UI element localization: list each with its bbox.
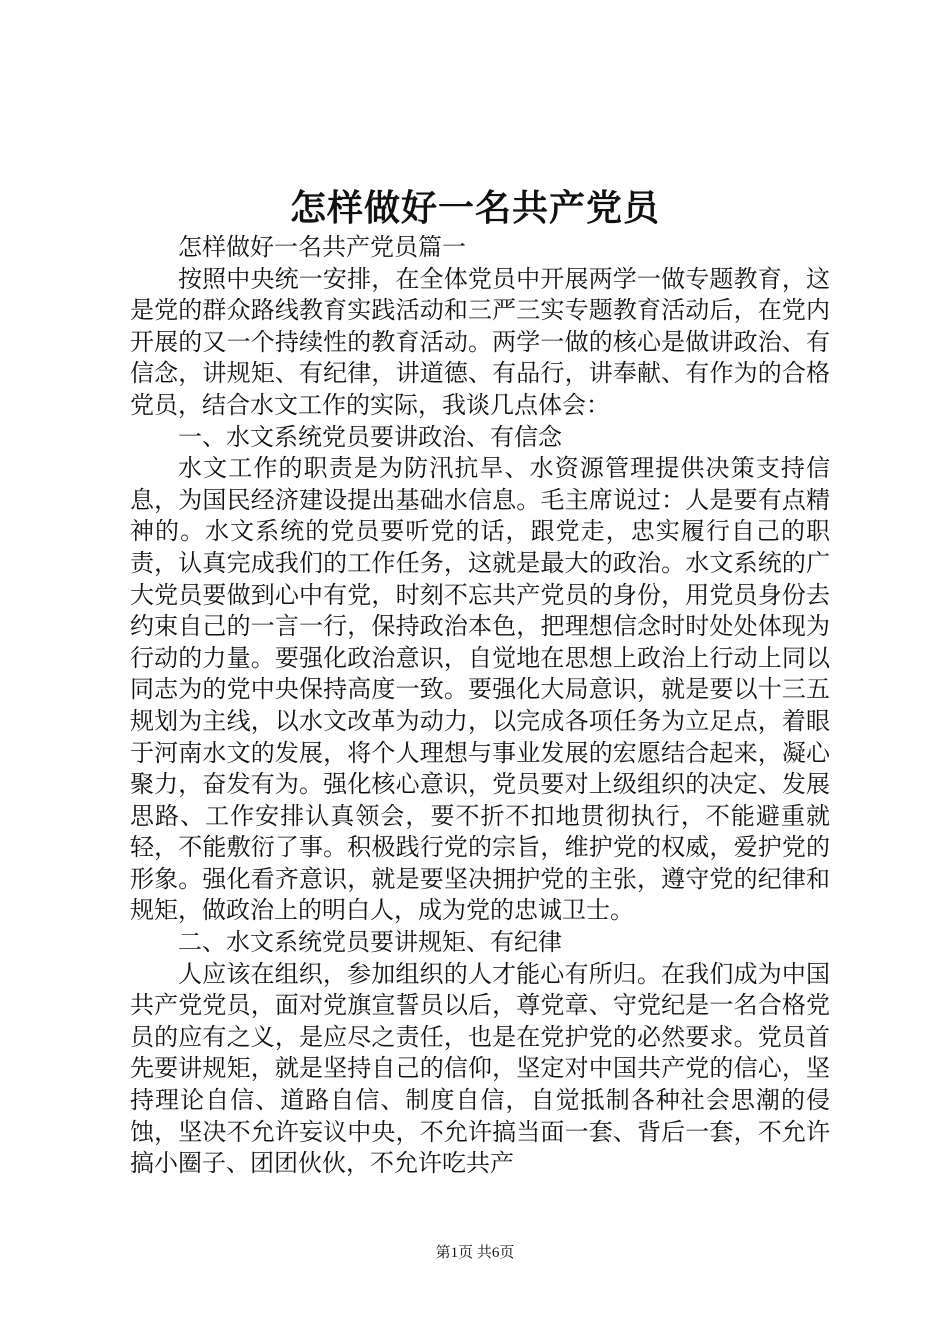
- paragraph-section-2: 人应该在组织，参加组织的人才能心有所归。在我们成为中国共产党党员，面对党旗宣誓员以后，尊党章、守党纪是一名合格党员的应有之义，是应尽之责任，也是在党护党的必然要求。党员首先要讲规矩，就是坚持自己的信仰，坚定对中国共产党的信心，坚持理论自信、道路自信、制度自信，自觉抵制各种社会思潮的侵蚀，坚决不允许妄议中央，不允许搞当面一套、背后一套，不允许搞小圈子、团团伙伙，不允许吃共产: [130, 959, 830, 1178]
- page-number-footer: 第1页 共6页: [435, 1245, 515, 1261]
- section-heading-1: 一、水文系统党员要讲政治、有信念: [178, 422, 562, 451]
- paragraph-intro: 按照中央统一安排，在全体党员中开展两学一做专题教育，这是党的群众路线教育实践活动和三严三实专题教育活动后，在党内开展的又一个持续性的教育活动。两学一做的核心是做讲政治、有信念，讲规矩、有纪律，讲道德、有品行，讲奉献、有作为的合格党员，结合水文工作的实际，我谈几点体会：: [130, 264, 830, 419]
- document-title: 怎样做好一名共产党员: [289, 187, 660, 229]
- section-heading-2: 二、水文系统党员要讲规矩、有纪律: [178, 928, 562, 957]
- document-body: [130, 232, 830, 1180]
- document-subtitle: 怎样做好一名共产党员篇一: [178, 233, 466, 261]
- paragraph-section-1: 水文工作的职责是为防汛抗旱、水资源管理提供决策支持信息，为国民经济建设提出基础水信息。毛主席说过：人是要有点精神的。水文系统的党员要听党的话，跟党走，忠实履行自己的职责，认真完成我们的工作任务，这就是最大的政治。水文系统的广大党员要做到心中有党，时刻不忘共产党员的身份，用党员身份去约束自己的一言一行，保持政治本色，把理想信念时时处处体现为行动的力量。要强化政治意识，自觉地在思想上政治上行动上同以同志为的党中央保持高度一致。要强化大局意识，就是要以十三五规划为主线，以水文改革为动力，以完成各项任务为立足点，着眼于河南水文的发展，将个人理想与事业发展的宏愿结合起来，凝心聚力，奋发有为。强化核心意识，党员要对上级组织的决定、发展思路、工作安排认真领会，要不折不扣地贯彻执行，不能避重就轻，不能敷衍了事。积极践行党的宗旨，维护党的权威，爱护党的形象。强化看齐意识，就是要坚决拥护党的主张，遵守党的纪律和规矩，做政治上的明白人，成为党的忠诚卫士。: [130, 454, 830, 925]
